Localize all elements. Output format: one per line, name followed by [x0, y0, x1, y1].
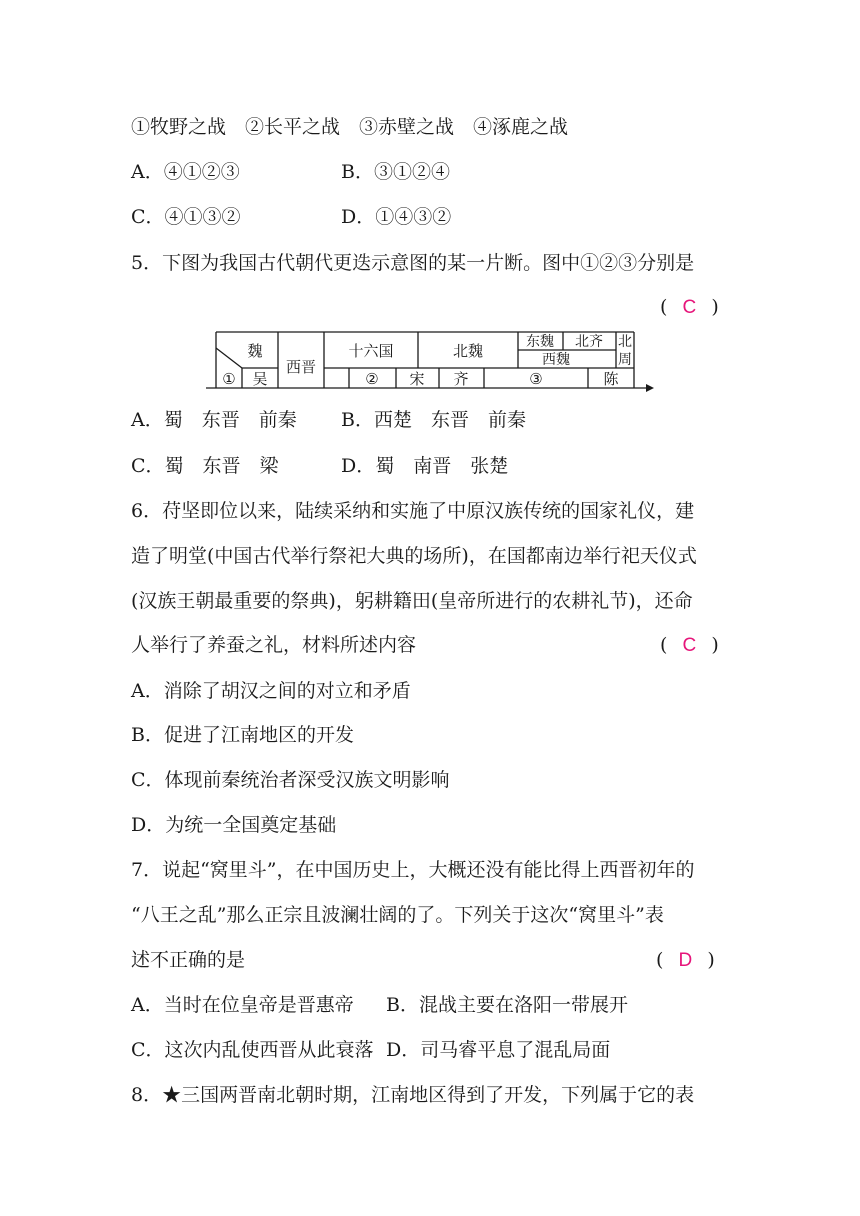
q6-answer: C: [682, 635, 697, 656]
label-blank-1: ①: [222, 370, 236, 388]
q7-paren-open: (: [656, 949, 664, 971]
q6-option-d: D．为统一全国奠定基础: [131, 814, 337, 836]
label-song: 宋: [409, 370, 425, 388]
q6-line-1: 6．苻坚即位以来，陆续采纳和实施了中原汉族传统的国家礼仪，建: [131, 500, 695, 522]
q5-option-c: C．蜀 东晋 梁: [131, 455, 279, 477]
q5-answer-bracket: [660, 294, 719, 321]
q5-stem: 5．下图为我国古代朝代更迭示意图的某一片断。图中①②③分别是: [131, 252, 695, 274]
q6-paren-open: (: [660, 634, 668, 656]
label-xijin: 西晋: [285, 358, 317, 376]
q5-answer: C: [682, 297, 697, 318]
q6-paren-close: ): [711, 634, 719, 656]
q6-option-a: A．消除了胡汉之间的对立和矛盾: [131, 680, 411, 702]
q6-line-3: (汉族王朝最重要的祭典)，躬耕籍田(皇帝所进行的农耕礼节)，还命: [131, 590, 693, 612]
q4-items: ①牧野之战 ②长平之战 ③赤壁之战 ④涿鹿之战: [131, 116, 569, 138]
q5-paren-open: (: [660, 296, 668, 318]
q6-option-c: C．体现前秦统治者深受汉族文明影响: [131, 769, 450, 791]
label-shiliuguo: 十六国: [348, 342, 394, 360]
label-xiwei: 西魏: [542, 352, 570, 368]
label-dongwei: 东魏: [526, 334, 554, 350]
label-chen: 陈: [603, 370, 619, 388]
label-qi: 齐: [453, 370, 469, 388]
label-beiqi: 北齐: [575, 334, 603, 350]
q5-option-d: D．蜀 南晋 张楚: [341, 455, 509, 477]
q4-option-a: A．④①②③: [131, 161, 240, 183]
q4-option-c: C．④①③②: [131, 206, 241, 228]
q7-line-3: 述不正确的是: [131, 949, 246, 971]
q7-line-2: “八王之乱”那么正宗且波澜壮阔的了。下列关于这次“窝里斗”表: [131, 904, 664, 926]
label-wu: 吴: [252, 370, 268, 388]
label-bei: 北: [618, 334, 632, 350]
q7-answer-bracket: [656, 947, 715, 974]
q6-option-b: B．促进了江南地区的开发: [131, 724, 354, 746]
q5-paren-close: ): [711, 296, 719, 318]
q7-answer: D: [678, 950, 693, 971]
q6-answer-bracket: [660, 632, 719, 659]
label-blank-3: ③: [529, 370, 543, 388]
q6-line-2: 造了明堂(中国古代举行祭祀大典的场所)，在国都南边举行祀天仪式: [131, 545, 697, 567]
q4-option-b: B．③①②④: [341, 161, 450, 183]
q4-option-d: D．①④③②: [341, 206, 452, 228]
dynasty-timeline-diagram: [206, 330, 666, 396]
q7-option-d: D．司马睿平息了混乱局面: [386, 1039, 611, 1061]
q7-line-1: 7．说起“窝里斗”，在中国历史上，大概还没有能比得上西晋初年的: [131, 859, 695, 881]
q8-line-1: 8．★三国两晋南北朝时期，江南地区得到了开发，下列属于它的表: [131, 1084, 695, 1106]
q7-option-b: B．混战主要在洛阳一带展开: [386, 994, 628, 1016]
q5-option-b: B．西楚 东晋 前秦: [341, 409, 526, 431]
q7-paren-close: ): [707, 949, 715, 971]
q7-option-c: C．这次内乱使西晋从此衰落: [131, 1039, 374, 1061]
q6-line-4: 人举行了养蚕之礼，材料所述内容: [131, 634, 417, 656]
label-blank-2: ②: [365, 370, 379, 388]
label-zhou: 周: [618, 352, 632, 368]
label-beiwei: 北魏: [452, 342, 484, 360]
q5-option-a: A．蜀 东晋 前秦: [131, 409, 297, 431]
label-wei: 魏: [247, 342, 263, 360]
q7-option-a: A．当时在位皇帝是晋惠帝: [131, 994, 354, 1016]
